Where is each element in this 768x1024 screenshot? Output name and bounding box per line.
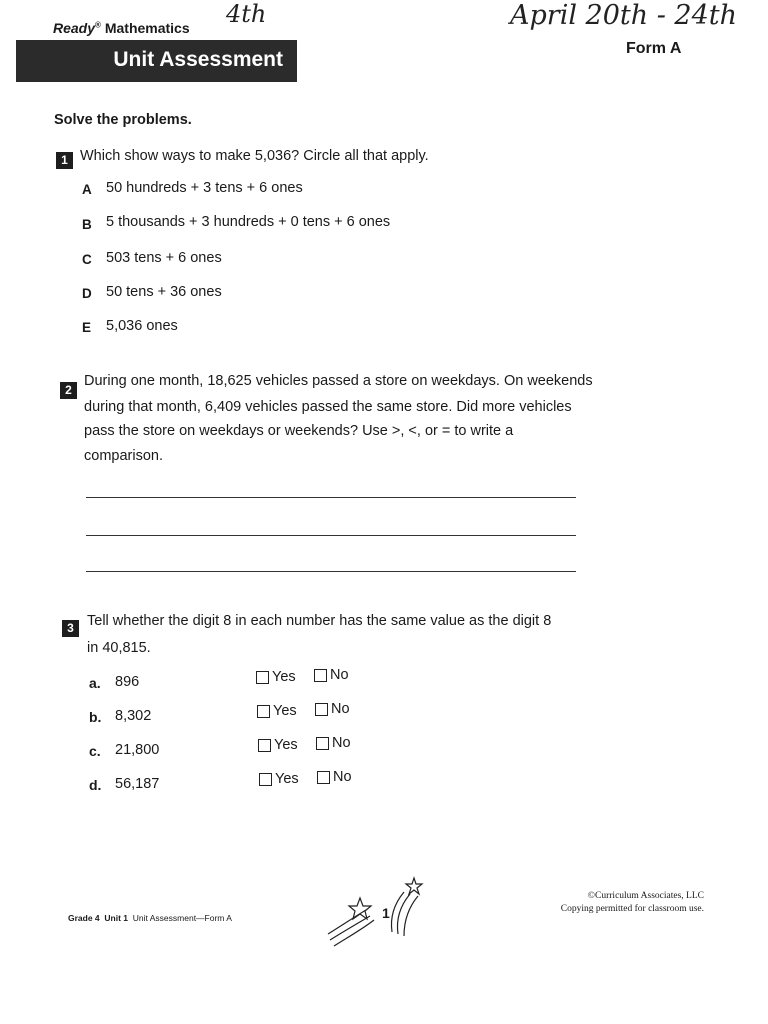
question-2-line: comparison. (84, 448, 163, 464)
q1-option-a[interactable]: 50 hundreds + 3 tens + 6 ones (106, 180, 303, 196)
form-label: Form A (626, 40, 682, 57)
checkbox-square[interactable] (258, 739, 271, 752)
q1-option-e[interactable]: 5,036 ones (106, 318, 178, 334)
handwritten-grade: 4th (226, 0, 267, 28)
permission-text: Copying permitted for classroom use. (560, 904, 704, 914)
checkbox-square[interactable] (259, 773, 272, 786)
q1-option-c[interactable]: 503 tens + 6 ones (106, 250, 222, 266)
q1-option-letter: B (82, 217, 92, 232)
question-3-number: 3 (62, 620, 79, 637)
answer-line[interactable] (86, 497, 576, 498)
q1-option-letter: A (82, 182, 92, 197)
yes-label: Yes (274, 737, 298, 753)
q3-item-value: 8,302 (115, 708, 152, 724)
question-1-text: Which show ways to make 5,036? Circle all that apply. (80, 148, 429, 164)
question-1-number: 1 (56, 152, 73, 169)
q3-item-letter: b. (89, 709, 102, 725)
q3-item-value: 896 (115, 674, 140, 690)
q3-item-letter: c. (89, 743, 101, 759)
yes-label: Yes (272, 669, 296, 685)
yes-label: Yes (273, 703, 297, 719)
no-label: No (331, 701, 350, 717)
answer-line[interactable] (86, 571, 576, 572)
footer-copyright (548, 890, 704, 916)
no-label: No (333, 769, 352, 785)
question-2-line: pass the store on weekdays or weekends? Use >, <, or = to write a (84, 423, 514, 439)
q3d-no-checkbox[interactable] (317, 769, 352, 785)
answer-line[interactable] (86, 535, 576, 536)
checkbox-square[interactable] (257, 705, 270, 718)
no-label: No (332, 735, 351, 751)
q3-item-letter: d. (89, 777, 102, 793)
q3c-no-checkbox[interactable] (316, 735, 351, 751)
question-2-number: 2 (60, 382, 77, 399)
q1-option-letter: E (82, 320, 92, 335)
q1-option-b[interactable]: 5 thousands + 3 hundreds + 0 tens + 6 ones (106, 214, 391, 230)
question-3-line: in 40,815. (87, 640, 151, 656)
q3d-yes-checkbox[interactable] (259, 771, 299, 787)
q3-item-value: 21,800 (115, 742, 160, 758)
question-2-line: During one month, 18,625 vehicles passed a store on weekdays. On weekends (84, 373, 593, 389)
question-2-line: during that month, 6,409 vehicles passed the same store. Did more vehicles (84, 399, 572, 415)
q3-item-letter: a. (89, 675, 101, 691)
brand-registered-mark: ® (95, 20, 101, 30)
footer-grade: Grade 4 (68, 913, 100, 923)
shooting-stars-icon (326, 876, 430, 948)
q1-option-letter: D (82, 286, 92, 301)
checkbox-square[interactable] (314, 669, 327, 682)
instructions: Solve the problems. (54, 112, 192, 128)
yes-label: Yes (275, 771, 299, 787)
brand-ready: Ready (53, 20, 96, 36)
copyright-text: ©Curriculum Associates, LLC (587, 891, 704, 901)
handwritten-date: April 20th - 24th (510, 0, 738, 31)
q3c-yes-checkbox[interactable] (258, 737, 298, 753)
page-number: 1 (382, 905, 390, 921)
q1-option-letter: C (82, 252, 92, 267)
footer-course-info (68, 913, 232, 923)
q3-item-value: 56,187 (115, 776, 160, 792)
q3b-yes-checkbox[interactable] (257, 703, 297, 719)
question-3-line: Tell whether the digit 8 in each number has the same value as the digit 8 (87, 613, 552, 629)
brand-title (53, 20, 190, 36)
q3a-yes-checkbox[interactable] (256, 669, 296, 685)
q3b-no-checkbox[interactable] (315, 701, 350, 717)
q3a-no-checkbox[interactable] (314, 667, 349, 683)
q1-option-d[interactable]: 50 tens + 36 ones (106, 284, 222, 300)
footer-unit: Unit 1 (104, 913, 129, 923)
no-label: No (330, 667, 349, 683)
checkbox-square[interactable] (256, 671, 269, 684)
checkbox-square[interactable] (316, 737, 329, 750)
checkbox-square[interactable] (317, 771, 330, 784)
checkbox-square[interactable] (315, 703, 328, 716)
footer-title: Unit Assessment—Form A (132, 913, 232, 923)
unit-assessment-banner: Unit Assessment (16, 40, 297, 82)
brand-mathematics: Mathematics (100, 20, 190, 36)
